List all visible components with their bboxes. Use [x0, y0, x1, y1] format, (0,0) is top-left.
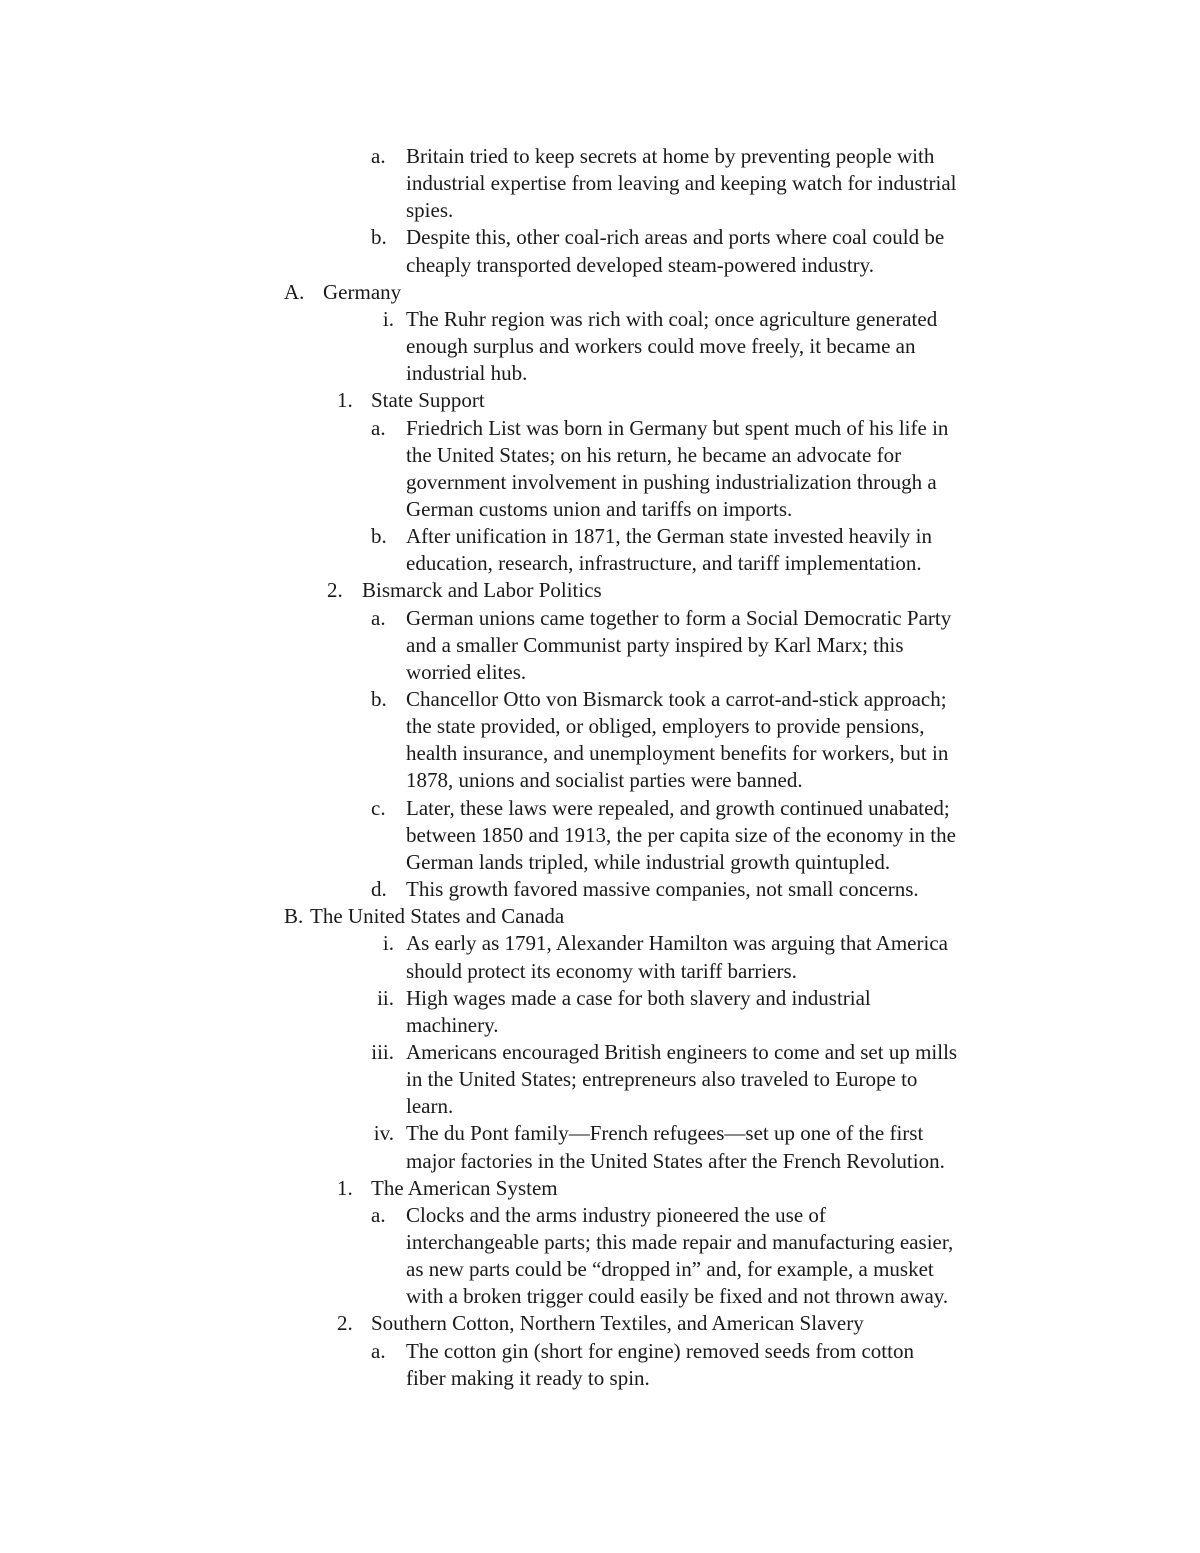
outline-marker: iii.: [371, 1039, 394, 1064]
outline-marker: 2.: [327, 578, 343, 603]
outline-text-line: After unification in 1871, the German state invested heavily in: [406, 524, 933, 549]
outline-text-line: Clocks and the arms industry pioneered the use of: [406, 1202, 826, 1227]
outline-text-line: Friedrich List was born in Germany but spent much of his life in: [406, 415, 949, 440]
outline-text-line: Germany: [323, 279, 402, 304]
outline-text-line: the state provided, or obliged, employers to provide pensions,: [406, 714, 925, 739]
outline-marker: b.: [371, 687, 387, 711]
outline-marker: b.: [371, 524, 387, 549]
outline-text-line: should protect its economy with tariff barriers.: [406, 958, 797, 983]
outline-marker: c.: [371, 795, 386, 820]
outline-text-line: The United States and Canada: [310, 904, 565, 929]
outline-text-line: Chancellor Otto von Bismarck took a carrot-and-stick approach;: [406, 687, 947, 711]
outline-text-line: Britain tried to keep secrets at home by preventing people with: [406, 144, 935, 168]
outline-marker: a.: [371, 1202, 386, 1227]
outline-text-line: government involvement in pushing industrialization through a: [406, 469, 937, 494]
outline-text-line: German unions came together to form a Social Democratic Party: [406, 605, 952, 630]
outline-text-line: The cotton gin (short for engine) removed seeds from cotton: [406, 1338, 914, 1363]
outline-marker: iv.: [373, 1121, 394, 1146]
outline-text-line: interchangeable parts; this made repair and manufacturing easier,: [406, 1230, 954, 1254]
outline-marker: a.: [371, 415, 386, 440]
outline-marker: b.: [371, 225, 387, 250]
outline-text-line: industrial expertise from leaving and keeping watch for industrial: [406, 171, 957, 196]
outline-marker: 1.: [337, 1175, 353, 1200]
outline-text-line: Later, these laws were repealed, and growth continued unabated;: [406, 795, 950, 820]
outline-text-line: education, research, infrastructure, and tariff implementation.: [406, 551, 922, 576]
outline-text-line: major factories in the United States after the French Revolution.: [406, 1148, 945, 1173]
outline-marker: A.: [284, 279, 305, 304]
outline-text-line: German customs union and tariffs on imports.: [406, 496, 793, 521]
outline-marker: a.: [371, 144, 386, 168]
outline-text-line: machinery.: [406, 1012, 499, 1037]
outline-text-line: learn.: [406, 1094, 454, 1119]
outline-text-line: spies.: [406, 198, 454, 223]
outline-text-line: industrial hub.: [406, 361, 528, 386]
outline-marker: 1.: [337, 388, 353, 413]
outline-marker: i.: [382, 306, 394, 331]
outline-text-line: enough surplus and workers could move freely, it became an: [406, 334, 916, 359]
outline-marker: d.: [371, 877, 387, 902]
outline-text-line: Despite this, other coal-rich areas and ports where coal could be: [406, 225, 945, 250]
outline-text-line: and a smaller Communist party inspired by Karl Marx; this: [406, 632, 904, 657]
outline-text-line: Southern Cotton, Northern Textiles, and American Slavery: [371, 1311, 864, 1336]
outline-text-line: German lands tripled, while industrial growth quintupled.: [406, 849, 891, 874]
outline-marker: a.: [371, 1338, 386, 1363]
outline-text-line: between 1850 and 1913, the per capita size of the economy in the: [406, 822, 956, 847]
outline-text-line: the United States; on his return, he became an advocate for: [406, 442, 902, 467]
outline-text-line: The du Pont family—French refugees—set up one of the first: [406, 1121, 924, 1146]
outline-text-line: The Ruhr region was rich with coal; once agriculture generated: [406, 306, 938, 331]
outline-text-line: worried elites.: [406, 659, 527, 684]
outline-text-line: Bismarck and Labor Politics: [362, 578, 602, 603]
outline-marker: i.: [382, 931, 394, 956]
outline-text-line: health insurance, and unemployment benefits for workers, but in: [406, 741, 949, 766]
outline-text-line: As early as 1791, Alexander Hamilton was arguing that America: [406, 931, 948, 956]
outline-text-line: State Support: [371, 388, 485, 413]
outline-marker: a.: [371, 605, 386, 630]
outline-text-line: fiber making it ready to spin.: [406, 1365, 650, 1390]
outline-text-line: High wages made a case for both slavery and industrial: [406, 985, 871, 1010]
outline-text-line: in the United States; entrepreneurs also traveled to Europe to: [406, 1067, 918, 1092]
outline-marker: B.: [284, 904, 304, 929]
outline-text-line: with a broken trigger could easily be fixed and not thrown away.: [406, 1284, 949, 1309]
outline-text-line: Americans encouraged British engineers to come and set up mills: [406, 1039, 958, 1064]
outline-text-line: cheaply transported developed steam-powered industry.: [406, 252, 875, 277]
outline-text-line: as new parts could be “dropped in” and, for example, a musket: [406, 1257, 934, 1282]
outline-text-line: The American System: [371, 1175, 558, 1200]
outline-text-line: 1878, unions and socialist parties were banned.: [406, 768, 803, 793]
outline-marker: ii.: [377, 985, 394, 1010]
outline-marker: 2.: [337, 1311, 353, 1336]
outline-text-line: This growth favored massive companies, not small concerns.: [406, 877, 919, 902]
